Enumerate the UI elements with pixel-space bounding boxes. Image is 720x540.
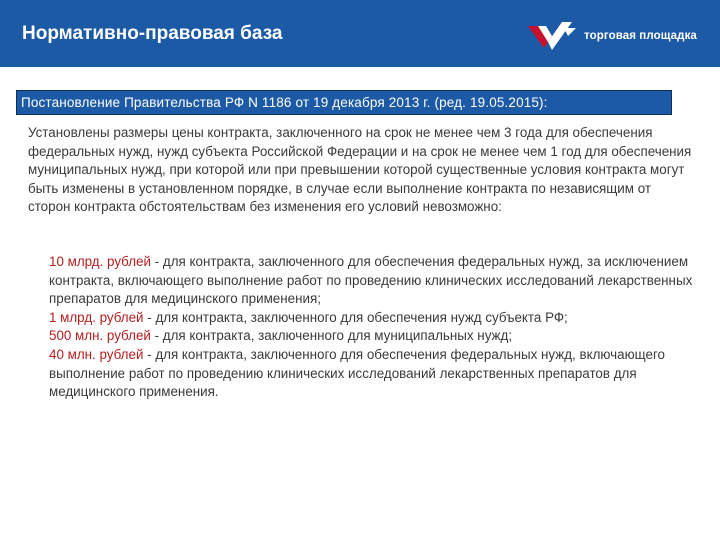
price-thresholds-list (49, 253, 709, 402)
decree-title: Постановление Правительства РФ N 1186 от 19 декабря 2013 г. (ред. 19.05.2015): (21, 95, 548, 110)
logo-text: торговая площадка (584, 30, 697, 42)
item-text: - для контракта, заключенного для муниципальных нужд; (150, 328, 513, 344)
trading-platform-logo-icon (528, 22, 580, 52)
intro-paragraph: Установлены размеры цены контракта, заключенного на срок не менее чем 3 года для обеспечения федеральных нужд, нужд субъекта Российской Федерации и на срок не менее чем 1 год для обеспечения муниципальных нужд, при которой или при превышении которой существенные условия контракта могут быть изменены в установленном порядке, в случае если выполнение контракта по независящим от сторон контракта обстоятельствам без изменения его условий невозможно: (28, 125, 692, 215)
amount: 40 млн. рублей (49, 346, 144, 362)
amount: 1 млрд. рублей (49, 309, 144, 325)
amount: 10 млрд. рублей (49, 254, 151, 269)
logo (528, 22, 708, 52)
amount: 500 млн. рублей (49, 328, 151, 344)
header-bar (0, 0, 720, 67)
list-item (49, 309, 709, 328)
item-text: - для контракта, заключенного для обеспечения нужд субъекта РФ; (143, 309, 568, 325)
list-item (49, 346, 709, 402)
item-text: - для контракта, заключенного для обеспечения федеральных нужд, включающего выполнение работ по проведению клинических исследований лекарственных препаратов для медицинского применения. (49, 346, 665, 400)
list-item (49, 253, 709, 309)
item-text: - для контракта, заключенного для обеспечения федеральных нужд, за исключением контракта, включающего выполнение работ по проведению клинических исследований лекарственных препаратов для медицинского применения; (49, 254, 693, 307)
list-item (49, 327, 709, 346)
page-title: Нормативно-правовая база (22, 23, 283, 44)
decree-title-bar (16, 90, 672, 115)
